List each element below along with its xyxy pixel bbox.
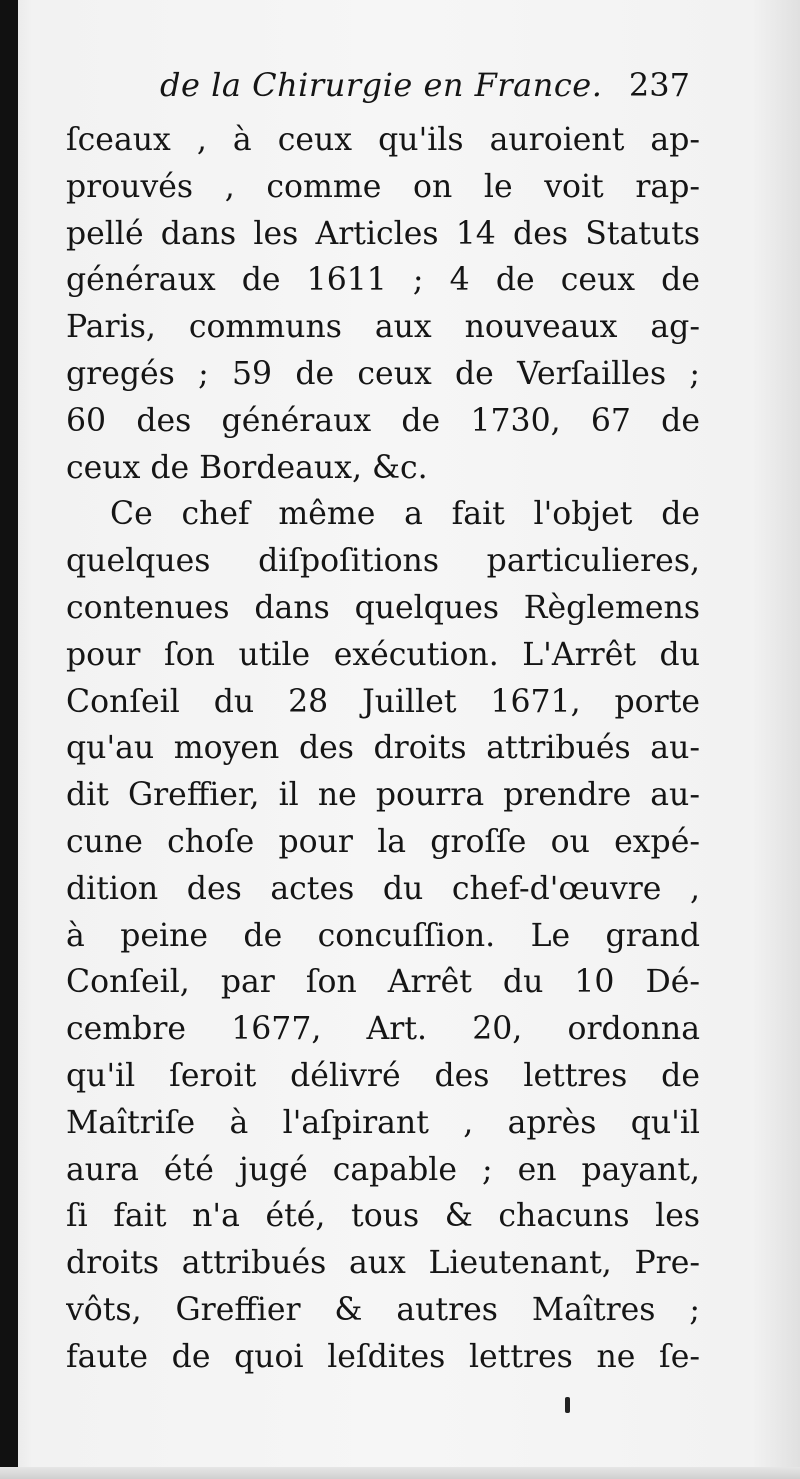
text-line: contenues dans quelques Règlemens — [66, 589, 700, 626]
page-bottom-edge — [0, 1467, 800, 1479]
running-title: de la Chirurgie en France. — [160, 66, 603, 104]
text-line: généraux de 1611 ; 4 de ceux de — [66, 262, 700, 299]
text-line: quelques diſpoſitions particulieres, — [66, 543, 700, 580]
text-line: pellé dans les Articles 14 des Statuts — [66, 215, 700, 252]
text-line: gregés ; 59 de ceux de Verſailles ; — [66, 355, 700, 392]
ink-mark — [565, 1397, 570, 1413]
text-line: qu'au moyen des droits attribués au- — [66, 730, 700, 767]
page-number: 237 — [628, 66, 690, 104]
text-line: ſceaux , à ceux qu'ils auroient ap- — [66, 122, 700, 158]
text-line: dition des actes du chef-d'œuvre , — [66, 870, 700, 907]
text-line: vôts, Greffier & autres Maîtres ; — [66, 1291, 700, 1328]
text-line: prouvés , comme on le voit rap- — [66, 168, 700, 205]
text-line: Conſeil, par ſon Arrêt du 10 Dé- — [66, 964, 700, 1001]
text-line: Conſeil du 28 Juillet 1671, porte — [66, 683, 700, 720]
text-line-paragraph-start: Ce chef même a fait l'objet de — [110, 496, 700, 533]
text-line: faute de quoi leſdites lettres ne ſe- — [66, 1338, 700, 1375]
text-line: dit Greffier, il ne pourra prendre au- — [66, 777, 700, 814]
text-line: aura été jugé capable ; en payant, — [66, 1151, 700, 1188]
text-line: qu'il ſeroit délivré des lettres de — [66, 1057, 700, 1094]
text-line: Paris, communs aux nouveaux ag- — [66, 309, 700, 346]
body-text — [66, 117, 700, 1381]
text-line: 60 des généraux de 1730, 67 de — [66, 402, 700, 439]
text-line: droits attribués aux Lieutenant, Pre- — [66, 1245, 700, 1282]
text-line: cembre 1677, Art. 20, ordonna — [66, 1011, 700, 1048]
text-line: cune choſe pour la groſſe ou expé- — [66, 823, 700, 860]
text-line: à peine de concuſſion. Le grand — [66, 917, 700, 954]
text-line: Maîtriſe à l'aſpirant , après qu'il — [66, 1104, 700, 1141]
text-line: ſi fait n'a été, tous & chacuns les — [66, 1198, 700, 1235]
running-header — [160, 66, 700, 116]
text-line: pour ſon utile exécution. L'Arrêt du — [66, 636, 700, 673]
page-gutter-shadow — [0, 0, 18, 1479]
text-line-paragraph-end: ceux de Bordeaux, &c. — [66, 449, 428, 486]
